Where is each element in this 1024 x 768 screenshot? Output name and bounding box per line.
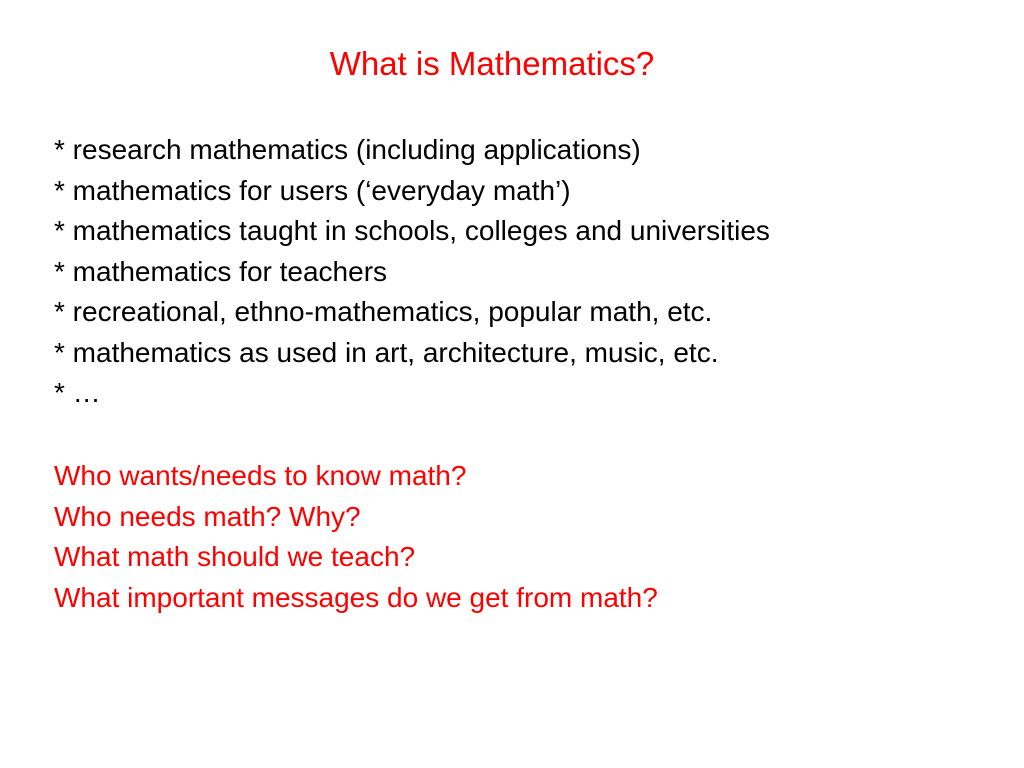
question-list xyxy=(54,456,658,618)
slide-title: What is Mathematics? xyxy=(329,45,655,82)
bullet-list xyxy=(54,130,770,414)
bullet-item: * mathematics for teachers xyxy=(54,255,388,287)
bullet-item: * … xyxy=(54,377,101,408)
question-item: Who needs math? Why? xyxy=(54,500,361,532)
question-item: Who wants/needs to know math? xyxy=(54,460,467,491)
bullet-item: * mathematics for users (‘everyday math’) xyxy=(54,174,571,206)
question-item: What math should we teach? xyxy=(54,541,416,572)
bullet-item: * mathematics as used in art, architecture, music, etc. xyxy=(54,336,719,368)
bullet-item: * recreational, ethno-mathematics, popular math, etc. xyxy=(54,296,713,327)
question-item: What important messages do we get from math? xyxy=(54,581,658,613)
bullet-item: * research mathematics (including applications) xyxy=(54,134,641,165)
bullet-item: * mathematics taught in schools, colleges and universities xyxy=(54,215,770,246)
